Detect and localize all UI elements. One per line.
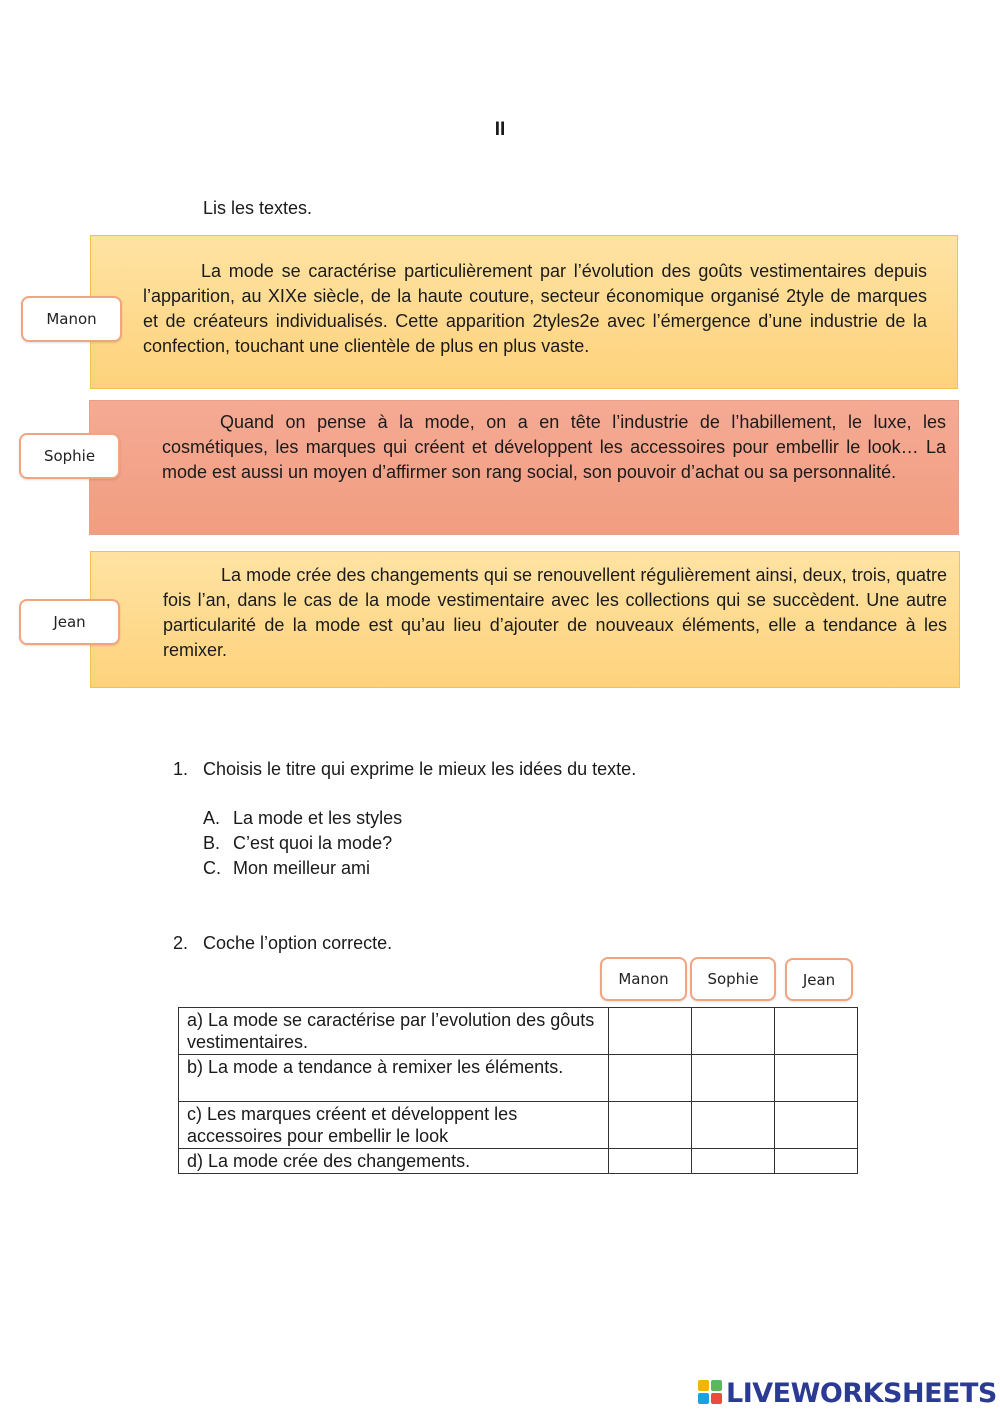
option-c[interactable] — [203, 856, 402, 881]
text-paragraph: La mode crée des changements qui se renouvellent régulièrement ainsi, deux, trois, quatre fois l’an, dans le cas de la mode vestimentaire avec les collections qui se succèdent. Une autre particularité de la mode est qu’au lieu d’ajouter de nouveaux éléments, elle a tendance à les remixer. — [163, 565, 947, 660]
question-number: 2. — [173, 933, 189, 953]
instruction: Lis les textes. — [203, 198, 313, 218]
text-panel-jean — [90, 551, 960, 688]
checkbox-cell-jean[interactable] — [775, 1008, 858, 1055]
option-letter: C. — [203, 858, 221, 878]
checkbox-cell-jean[interactable] — [775, 1055, 858, 1102]
checkbox-cell-manon[interactable] — [609, 1102, 692, 1149]
checkbox-cell-sophie[interactable] — [692, 1008, 775, 1055]
statement-cell: b) La mode a tendance à remixer les éléments. — [179, 1055, 609, 1102]
text-paragraph: Quand on pense à la mode, on a en tête l’industrie de l’habillement, le luxe, les cosmétiques, les marques qui créent et développent les accessoires pour embellir le look… La mode est aussi un moyen d’affirmer son rang social, son pouvoir d’achat ou sa personnalité. — [162, 412, 946, 482]
table-row — [179, 1055, 858, 1102]
text-panel-manon — [90, 235, 958, 389]
column-tag-manon[interactable]: Manon — [600, 957, 687, 1001]
column-tag-sophie[interactable]: Sophie — [690, 957, 776, 1001]
option-text: La mode et les styles — [233, 808, 403, 828]
statement-cell: c) Les marques créent et développent les accessoires pour embellir le look — [179, 1102, 609, 1149]
question-text: Coche l’option correcte. — [203, 933, 393, 953]
text-panel-sophie — [89, 400, 959, 535]
liveworksheets-logo — [698, 1376, 997, 1410]
question-1-options — [203, 806, 402, 881]
option-b[interactable] — [203, 831, 402, 856]
option-text: C’est quoi la mode? — [233, 833, 393, 853]
checkbox-cell-manon[interactable] — [609, 1008, 692, 1055]
option-letter: A. — [203, 808, 221, 828]
question-2 — [173, 931, 392, 956]
text-paragraph: La mode se caractérise particulièrement par l’évolution des goûts vestimentaires depuis l’apparition, au XIXe siècle, de la haute couture, secteur économique organisé 2tyle de marques et de créateurs individualisés. Cette apparition 2tyles2e avec l’émergence d’une industrie de la confection, touchant une clientèle de plus en plus vaste. — [143, 261, 927, 356]
statement-cell: d) La mode crée des changements. — [179, 1149, 609, 1174]
table-row — [179, 1149, 858, 1174]
section-title: II — [494, 119, 506, 140]
question-text: Choisis le titre qui exprime le mieux les idées du texte. — [203, 759, 637, 779]
speaker-tag-manon[interactable]: Manon — [21, 296, 122, 342]
table-row — [179, 1008, 858, 1055]
checkbox-cell-sophie[interactable] — [692, 1102, 775, 1149]
statement-cell: a) La mode se caractérise par l’evolution des gôuts vestimentaires. — [179, 1008, 609, 1055]
answer-table — [178, 1007, 858, 1174]
checkbox-cell-jean[interactable] — [775, 1149, 858, 1174]
table-row — [179, 1102, 858, 1149]
brand-mark-icon — [698, 1380, 724, 1406]
checkbox-cell-jean[interactable] — [775, 1102, 858, 1149]
question-1 — [173, 757, 636, 782]
option-text: Mon meilleur ami — [233, 858, 371, 878]
column-tag-jean[interactable]: Jean — [785, 958, 853, 1001]
option-a[interactable] — [203, 806, 402, 831]
speaker-tag-jean[interactable]: Jean — [19, 599, 120, 645]
brand-name: LIVEWORKSHEETS — [726, 1377, 997, 1409]
option-letter: B. — [203, 833, 221, 853]
checkbox-cell-manon[interactable] — [609, 1149, 692, 1174]
checkbox-cell-sophie[interactable] — [692, 1149, 775, 1174]
question-number: 1. — [173, 759, 189, 779]
checkbox-cell-sophie[interactable] — [692, 1055, 775, 1102]
checkbox-cell-manon[interactable] — [609, 1055, 692, 1102]
speaker-tag-sophie[interactable]: Sophie — [19, 433, 120, 479]
